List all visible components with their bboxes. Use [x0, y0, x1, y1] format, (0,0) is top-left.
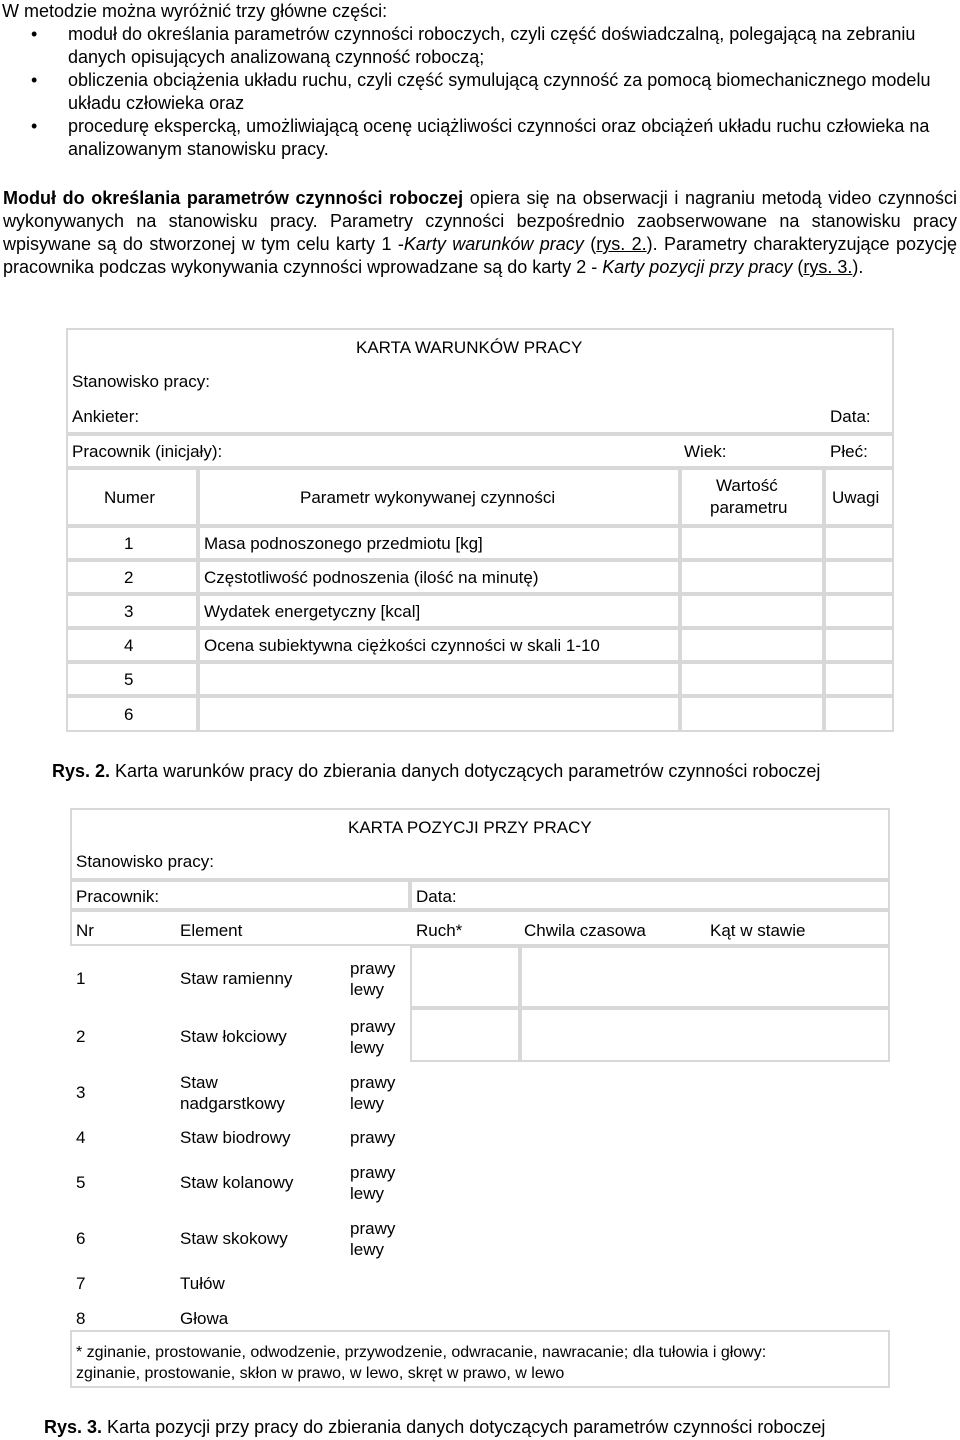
- row-parameter: Częstotliwość podnoszenia (ilość na minutę): [204, 568, 539, 587]
- card2-data-cell: [410, 880, 890, 910]
- row-side-left: lewy: [350, 1094, 385, 1113]
- value-cell[interactable]: [680, 594, 824, 628]
- time-angle-cell[interactable]: [520, 1008, 890, 1062]
- notes-cell[interactable]: [824, 526, 894, 560]
- row-element: Staw biodrowy: [180, 1128, 291, 1147]
- list-item: • procedurę ekspercką, umożliwiającą ocenę uciążliwości czynności oraz obciążeń układu ruchu człowieka na analizowanym stanowisku pracy.: [31, 116, 930, 159]
- card1-header-numer: Numer: [104, 488, 156, 507]
- card2-pracownik-label: Pracownik:: [76, 887, 160, 906]
- row-number: 2: [124, 568, 134, 587]
- card1-data-label: Data:: [830, 407, 871, 426]
- row-side-right: prawy: [350, 959, 396, 978]
- parts-list: [0, 23, 960, 161]
- bullet-icon: •: [31, 116, 38, 136]
- list-item: • obliczenia obciążenia układu ruchu, czyli część symulującą czynność za pomocą biomechanicznego modelu układu człowieka oraz: [31, 70, 931, 113]
- card2-header-ruch: Ruch*: [416, 921, 463, 940]
- row-number: 8: [76, 1309, 86, 1328]
- row-number: 5: [76, 1173, 86, 1192]
- card2-stanowisko-label: Stanowisko pracy:: [76, 852, 214, 871]
- row-number: 2: [76, 1027, 86, 1046]
- ruch-cell[interactable]: [410, 1008, 520, 1062]
- value-cell[interactable]: [680, 526, 824, 560]
- card2-header-chwila: Chwila czasowa: [524, 921, 646, 940]
- link-figure-3[interactable]: rys. 3.: [803, 257, 853, 277]
- description-paragraph: Moduł do określania parametrów czynności roboczej opiera się na obserwacji i nagraniu metodą video czynności wykonywanych na stanowisku pracy. Parametry czynności bezpośrednio zaobserwowane na stanowisku pracy wpisywane są do stworzonej w tym celu karty 1 -Karty warunków pracy (rys. 2.). Parametry charakteryzujące pozycję pracownika podczas wykonywania czynności wprowadzane są do karty 2 - Karty pozycji przy pracy (rys. 3.).: [3, 188, 957, 277]
- card1-header-parametr: Parametr wykonywanej czynności: [300, 488, 556, 507]
- row-number: 7: [76, 1274, 86, 1293]
- notes-cell[interactable]: [824, 594, 894, 628]
- row-number: 3: [124, 602, 134, 621]
- row-side-right: prawy: [350, 1163, 396, 1182]
- figure-3-caption: Rys. 3. Karta pozycji przy pracy do zbierania danych dotyczących parametrów czynności roboczej: [44, 1417, 826, 1437]
- row-number: 6: [124, 705, 134, 724]
- card1-wiek-label: Wiek:: [684, 442, 727, 461]
- row-element: Staw: [180, 1073, 218, 1092]
- row-side-left: lewy: [350, 1240, 385, 1259]
- row-element: Tułów: [180, 1274, 225, 1293]
- list-item: • moduł do określania parametrów czynności roboczych, czyli część doświadczalną, polegającą na zebraniu danych opisujących analizowaną czynność roboczą;: [31, 24, 916, 67]
- row-side-left: lewy: [350, 1038, 385, 1057]
- row-element: Staw kolanowy: [180, 1173, 294, 1192]
- row-number: 1: [124, 534, 134, 553]
- row-side-left: lewy: [350, 1184, 385, 1203]
- card1-header-parametru: parametru: [710, 498, 788, 517]
- row-element-cont: nadgarstkowy: [180, 1094, 285, 1113]
- row-side-right: prawy: [350, 1073, 396, 1092]
- row-element: Staw skokowy: [180, 1229, 288, 1248]
- row-number: 4: [76, 1128, 86, 1147]
- card1-stanowisko-label: Stanowisko pracy:: [72, 372, 210, 391]
- card1-ankieter-label: Ankieter:: [72, 407, 140, 426]
- intro-text: W metodzie można wyróżnić trzy główne części:: [2, 1, 388, 21]
- notes-cell[interactable]: [824, 628, 894, 662]
- card1-plec-label: Płeć:: [830, 442, 868, 461]
- parameter-cell[interactable]: [198, 696, 680, 732]
- row-number: 4: [124, 636, 134, 655]
- card2-header-kat: Kąt w stawie: [710, 921, 806, 940]
- card1-title: KARTA WARUNKÓW PRACY: [356, 338, 583, 357]
- row-number: 1: [76, 969, 86, 988]
- row-side-right: prawy: [350, 1017, 396, 1036]
- bullet-icon: •: [31, 70, 38, 90]
- bullet-icon: •: [31, 24, 38, 44]
- link-figure-2[interactable]: rys. 2.: [596, 234, 647, 254]
- figure-2-caption: Rys. 2. Karta warunków pracy do zbierania danych dotyczących parametrów czynności roboczej: [52, 761, 821, 781]
- ruch-cell[interactable]: [410, 946, 520, 1008]
- footnote-line-2: zginanie, prostowanie, skłon w prawo, w lewo, skręt w prawo, w lewo: [76, 1365, 565, 1382]
- row-side-right: prawy: [350, 1219, 396, 1238]
- row-number: 6: [76, 1229, 86, 1248]
- notes-cell[interactable]: [824, 560, 894, 594]
- row-parameter: Ocena subiektywna ciężkości czynności w skali 1-10: [204, 636, 600, 655]
- row-element: Głowa: [180, 1309, 229, 1328]
- card1-header-uwagi: Uwagi: [832, 488, 880, 507]
- row-element: Staw ramienny: [180, 969, 293, 988]
- row-number: 5: [124, 670, 134, 689]
- card2-title: KARTA POZYCJI PRZY PRACY: [348, 818, 592, 837]
- row-number: 3: [76, 1083, 86, 1102]
- notes-cell[interactable]: [824, 662, 894, 696]
- row-parameter: Masa podnoszonego przedmiotu [kg]: [204, 534, 483, 553]
- footnote-line-1: * zginanie, prostowanie, odwodzenie, przywodzenie, odwracanie, nawracanie; dla tułowia i głowy:: [76, 1344, 767, 1361]
- value-cell[interactable]: [680, 628, 824, 662]
- row-side-left: lewy: [350, 980, 385, 999]
- card2-header-nr: Nr: [76, 921, 94, 940]
- card1-pracownik-label: Pracownik (inicjały):: [72, 442, 223, 461]
- value-cell[interactable]: [680, 560, 824, 594]
- value-cell[interactable]: [680, 696, 824, 732]
- notes-cell[interactable]: [824, 696, 894, 732]
- row-side-right: prawy: [350, 1128, 396, 1147]
- card2-data-label: Data:: [416, 887, 457, 906]
- card2-header-element: Element: [180, 921, 243, 940]
- parameter-cell[interactable]: [198, 662, 680, 696]
- row-element: Staw łokciowy: [180, 1027, 287, 1046]
- value-cell[interactable]: [680, 662, 824, 696]
- row-parameter: Wydatek energetyczny [kcal]: [204, 602, 421, 621]
- card1-header-wartosc: Wartość: [716, 476, 778, 495]
- time-angle-cell[interactable]: [520, 946, 890, 1008]
